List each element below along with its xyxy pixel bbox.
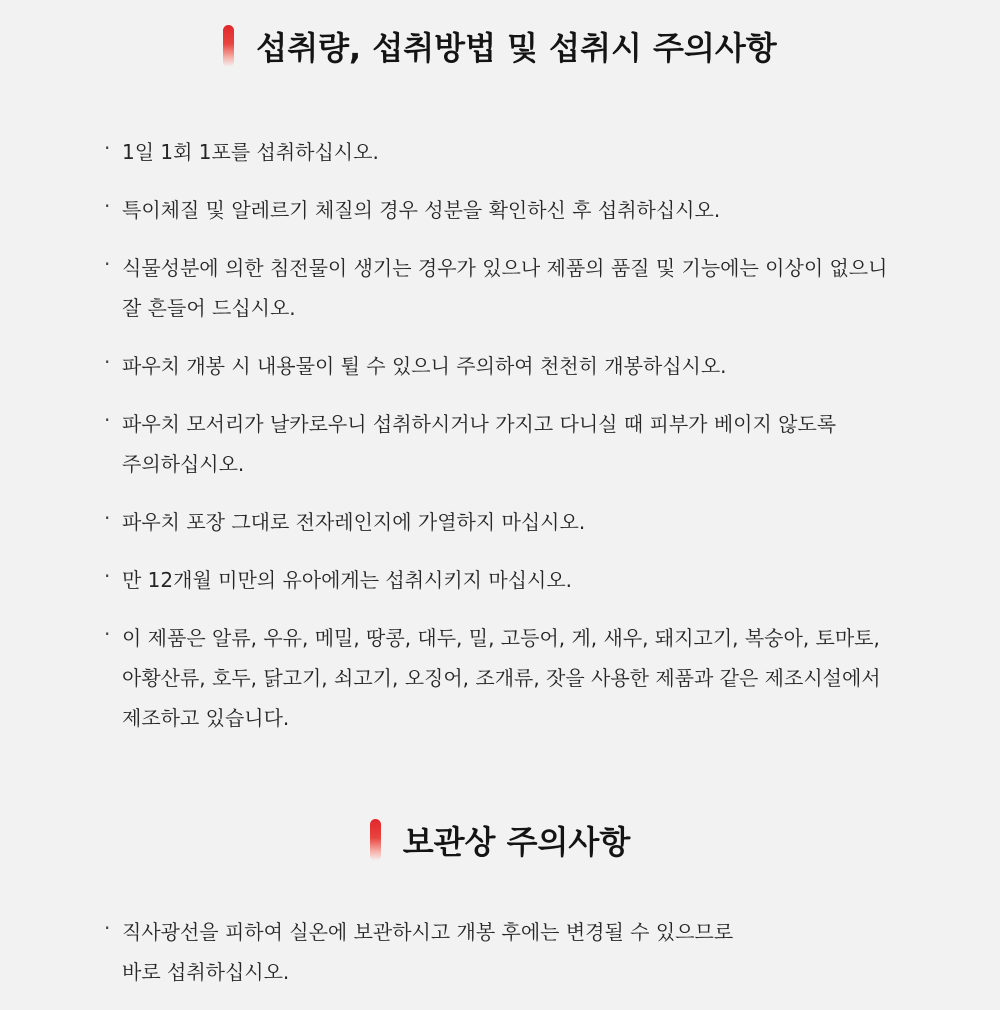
bullet-dot: · xyxy=(104,252,111,276)
storage-caution-list xyxy=(0,912,1000,1010)
list-item xyxy=(0,502,1000,542)
bullet-dot: · xyxy=(104,350,111,374)
list-item xyxy=(0,248,1000,328)
bullet-dot: · xyxy=(104,408,111,432)
item-text-line: 바로 섭취하십시오. xyxy=(122,960,290,984)
section-heading-intake xyxy=(0,18,1000,74)
item-text-line: 특이체질 및 알레르기 체질의 경우 성분을 확인하신 후 섭취하십시오. xyxy=(122,198,721,222)
list-item xyxy=(0,132,1000,172)
list-item xyxy=(0,912,1000,992)
bullet-dot: · xyxy=(104,622,111,646)
item-text-line: 파우치 모서리가 날카로우니 섭취하시거나 가지고 다니실 때 피부가 베이지 않도록 xyxy=(122,412,837,436)
bullet-dot: · xyxy=(104,564,111,588)
item-text-line: 잘 흔들어 드십시오. xyxy=(122,296,296,320)
bullet-dot: · xyxy=(104,506,111,530)
item-text-line: 1일 1회 1포를 섭취하십시오. xyxy=(122,140,379,164)
item-text-line: 이 제품은 알류, 우유, 메밀, 땅콩, 대두, 밀, 고등어, 게, 새우, 돼지고기, 복숭아, 토마토, xyxy=(122,626,880,650)
red-pill-icon xyxy=(223,25,234,67)
item-text-line: 파우치 개봉 시 내용물이 튈 수 있으니 주의하여 천천히 개봉하십시오. xyxy=(122,354,727,378)
item-text-line: 아황산류, 호두, 닭고기, 쇠고기, 오징어, 조개류, 잣을 사용한 제품과 같은 제조시설에서 xyxy=(122,666,881,690)
bullet-dot: · xyxy=(104,916,111,940)
list-item xyxy=(0,346,1000,386)
item-text-line: 만 12개월 미만의 유아에게는 섭취시키지 마십시오. xyxy=(122,568,572,592)
item-text-line: 파우치 포장 그대로 전자레인지에 가열하지 마십시오. xyxy=(122,510,586,534)
section-title: 섭취량, 섭취방법 및 섭취시 주의사항 xyxy=(256,29,777,67)
bullet-dot: · xyxy=(104,136,111,160)
list-item xyxy=(0,404,1000,484)
section-title: 보관상 주의사항 xyxy=(402,823,631,861)
list-item xyxy=(0,560,1000,600)
red-pill-icon xyxy=(370,819,381,861)
section-heading-storage xyxy=(0,812,1000,868)
bullet-dot: · xyxy=(104,194,111,218)
item-text-line: 제조하고 있습니다. xyxy=(122,706,290,730)
list-item xyxy=(0,190,1000,230)
item-text-line: 직사광선을 피하여 실온에 보관하시고 개봉 후에는 변경될 수 있으므로 xyxy=(122,920,734,944)
intake-caution-list xyxy=(0,132,1000,756)
item-text-line: 식물성분에 의한 침전물이 생기는 경우가 있으나 제품의 품질 및 기능에는 이상이 없으니 xyxy=(122,256,888,280)
item-text-line: 주의하십시오. xyxy=(122,452,245,476)
list-item xyxy=(0,618,1000,738)
